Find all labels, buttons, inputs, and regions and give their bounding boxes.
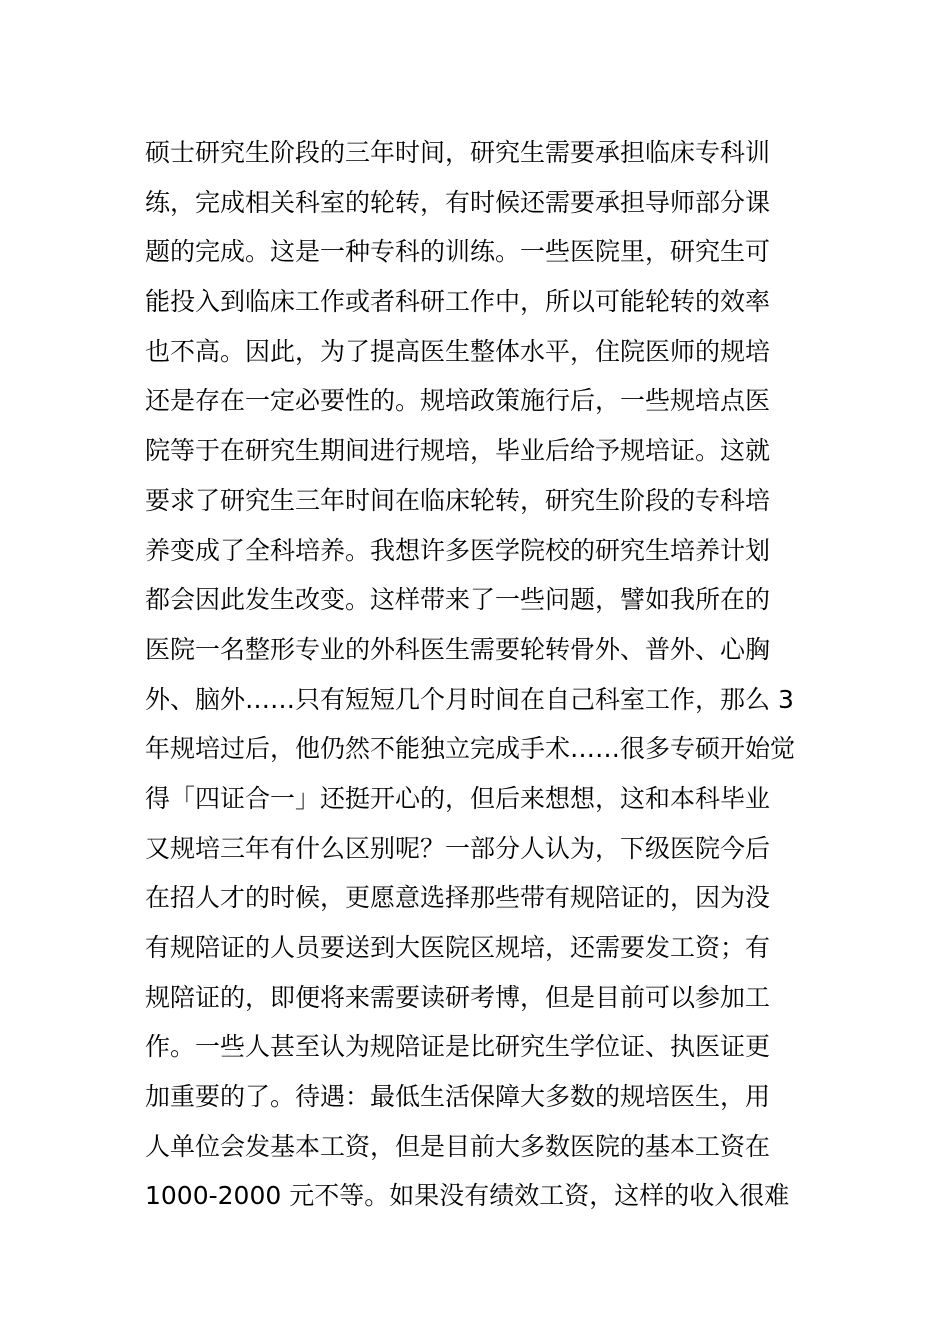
text-line: 要求了研究生三年时间在临床轮转，研究生阶段的专科培	[145, 485, 771, 515]
text-line: 院等于在研究生期间进行规培，毕业后给予规培证。这就	[145, 436, 771, 466]
body-text	[145, 128, 825, 1221]
text-line: 养变成了全科培养。我想许多医学院校的研究生培养计划	[145, 535, 771, 565]
text-line: 题的完成。这是一种专科的训练。一些医院里，研究生可	[145, 237, 771, 267]
text-line: 作。一些人甚至认为规陪证是比研究生学位证、执医证更	[145, 1032, 771, 1062]
text-line: 医院一名整形专业的外科医生需要轮转骨外、普外、心胸	[145, 634, 771, 664]
text-line: 在招人才的时候，更愿意选择那些带有规陪证的，因为没	[145, 883, 771, 913]
text-line: 有规陪证的人员要送到大医院区规培，还需要发工资；有	[145, 933, 771, 962]
text-line: 练，完成相关科室的轮转，有时候还需要承担导师部分课	[145, 187, 771, 217]
text-line: 1000-2000 元不等。如果没有绩效工资，这样的收入很难	[145, 1181, 790, 1211]
text-line: 得「四证合一」还挺开心的，但后来想想，这和本科毕业	[145, 783, 771, 813]
text-line: 人单位会发基本工资，但是目前大多数医院的基本工资在	[145, 1131, 771, 1161]
text-line: 硕士研究生阶段的三年时间，研究生需要承担临床专科训	[145, 138, 771, 167]
text-line: 又规培三年有什么区别呢？一部分人认为，下级医院今后	[145, 833, 771, 863]
text-line: 规陪证的，即便将来需要读研考博，但是目前可以参加工	[145, 982, 771, 1012]
text-line: 加重要的了。待遇：最低生活保障大多数的规培医生，用	[145, 1082, 771, 1112]
text-line: 能投入到临床工作或者科研工作中，所以可能轮转的效率	[145, 287, 771, 317]
text-line: 外、脑外……只有短短几个月时间在自己科室工作，那么 3	[145, 684, 794, 714]
text-line: 都会因此发生改变。这样带来了一些问题，譬如我所在的	[145, 585, 771, 615]
text-line: 年规培过后，他仍然不能独立完成手术……很多专硕开始觉	[145, 734, 796, 764]
text-line: 也不高。因此，为了提高医生整体水平，住院医师的规培	[145, 336, 771, 366]
text-line: 还是存在一定必要性的。规培政策施行后，一些规培点医	[145, 386, 771, 416]
